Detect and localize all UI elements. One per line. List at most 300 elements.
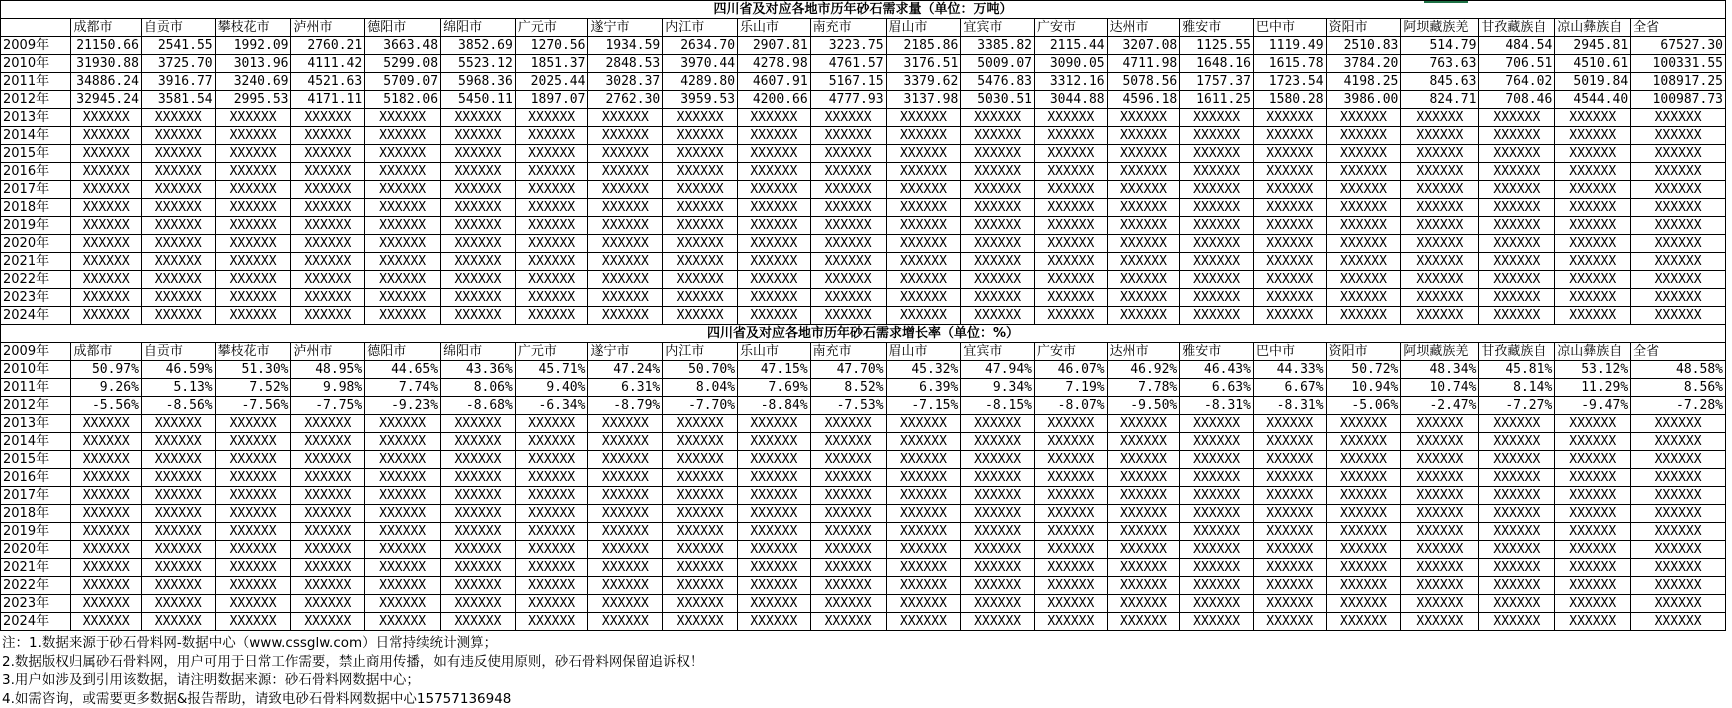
masked-cell[interactable]: XXXXXX: [961, 145, 1035, 163]
value-cell[interactable]: -7.70%: [663, 397, 738, 415]
masked-cell[interactable]: XXXXXX: [515, 163, 588, 181]
masked-cell[interactable]: XXXXXX: [588, 613, 663, 631]
masked-cell[interactable]: XXXXXX: [365, 523, 441, 541]
masked-cell[interactable]: XXXXXX: [515, 559, 588, 577]
year-cell[interactable]: 2019年: [1, 523, 71, 541]
masked-cell[interactable]: XXXXXX: [291, 505, 365, 523]
value-cell[interactable]: 2945.81: [1555, 37, 1631, 55]
column-header[interactable]: 资阳市: [1326, 19, 1401, 37]
masked-cell[interactable]: XXXXXX: [1479, 487, 1555, 505]
masked-cell[interactable]: XXXXXX: [141, 595, 215, 613]
masked-cell[interactable]: XXXXXX: [663, 217, 738, 235]
masked-cell[interactable]: XXXXXX: [738, 199, 811, 217]
column-header[interactable]: 成都市: [71, 343, 141, 361]
column-header[interactable]: 德阳市: [365, 19, 441, 37]
masked-cell[interactable]: XXXXXX: [1253, 577, 1326, 595]
value-cell[interactable]: 3013.96: [215, 55, 291, 73]
masked-cell[interactable]: XXXXXX: [441, 127, 516, 145]
masked-cell[interactable]: XXXXXX: [1180, 595, 1254, 613]
masked-cell[interactable]: XXXXXX: [588, 271, 663, 289]
masked-cell[interactable]: XXXXXX: [1555, 415, 1631, 433]
column-header[interactable]: 凉山彝族自: [1555, 343, 1631, 361]
column-header[interactable]: 巴中市: [1253, 343, 1326, 361]
masked-cell[interactable]: XXXXXX: [291, 559, 365, 577]
year-cell[interactable]: 2014年: [1, 127, 71, 145]
value-cell[interactable]: 8.56%: [1631, 379, 1726, 397]
value-cell[interactable]: 4198.25: [1326, 73, 1401, 91]
masked-cell[interactable]: XXXXXX: [1035, 253, 1108, 271]
masked-cell[interactable]: XXXXXX: [365, 469, 441, 487]
value-cell[interactable]: -9.47%: [1555, 397, 1631, 415]
column-header[interactable]: 雅安市: [1180, 19, 1254, 37]
value-cell[interactable]: 7.69%: [738, 379, 811, 397]
masked-cell[interactable]: XXXXXX: [1180, 577, 1254, 595]
masked-cell[interactable]: XXXXXX: [810, 127, 886, 145]
masked-cell[interactable]: XXXXXX: [588, 541, 663, 559]
masked-cell[interactable]: XXXXXX: [291, 127, 365, 145]
masked-cell[interactable]: XXXXXX: [886, 487, 961, 505]
masked-cell[interactable]: XXXXXX: [1326, 217, 1401, 235]
masked-cell[interactable]: XXXXXX: [141, 505, 215, 523]
masked-cell[interactable]: XXXXXX: [365, 451, 441, 469]
column-header[interactable]: 眉山市: [886, 343, 961, 361]
masked-cell[interactable]: XXXXXX: [1326, 523, 1401, 541]
masked-cell[interactable]: XXXXXX: [71, 469, 141, 487]
masked-cell[interactable]: XXXXXX: [365, 487, 441, 505]
value-cell[interactable]: 47.24%: [588, 361, 663, 379]
masked-cell[interactable]: XXXXXX: [1035, 505, 1108, 523]
masked-cell[interactable]: XXXXXX: [515, 199, 588, 217]
value-cell[interactable]: 108917.25: [1631, 73, 1726, 91]
masked-cell[interactable]: XXXXXX: [1631, 451, 1726, 469]
masked-cell[interactable]: XXXXXX: [441, 415, 516, 433]
masked-cell[interactable]: XXXXXX: [1035, 289, 1108, 307]
masked-cell[interactable]: XXXXXX: [441, 469, 516, 487]
value-cell[interactable]: 45.32%: [886, 361, 961, 379]
masked-cell[interactable]: XXXXXX: [1401, 541, 1479, 559]
masked-cell[interactable]: XXXXXX: [961, 523, 1035, 541]
value-cell[interactable]: 10.94%: [1326, 379, 1401, 397]
masked-cell[interactable]: XXXXXX: [961, 109, 1035, 127]
year-cell[interactable]: 2010年: [1, 55, 71, 73]
masked-cell[interactable]: XXXXXX: [1479, 577, 1555, 595]
masked-cell[interactable]: XXXXXX: [1555, 433, 1631, 451]
masked-cell[interactable]: XXXXXX: [810, 109, 886, 127]
masked-cell[interactable]: XXXXXX: [141, 127, 215, 145]
masked-cell[interactable]: XXXXXX: [588, 307, 663, 325]
masked-cell[interactable]: XXXXXX: [961, 577, 1035, 595]
year-cell[interactable]: 2010年: [1, 361, 71, 379]
masked-cell[interactable]: XXXXXX: [1253, 163, 1326, 181]
masked-cell[interactable]: XXXXXX: [71, 415, 141, 433]
masked-cell[interactable]: XXXXXX: [365, 415, 441, 433]
masked-cell[interactable]: XXXXXX: [365, 235, 441, 253]
masked-cell[interactable]: XXXXXX: [738, 541, 811, 559]
column-header[interactable]: 凉山彝族自: [1555, 19, 1631, 37]
value-cell[interactable]: 3916.77: [141, 73, 215, 91]
masked-cell[interactable]: XXXXXX: [1035, 127, 1108, 145]
value-cell[interactable]: 11.29%: [1555, 379, 1631, 397]
masked-cell[interactable]: XXXXXX: [291, 415, 365, 433]
masked-cell[interactable]: XXXXXX: [515, 505, 588, 523]
masked-cell[interactable]: XXXXXX: [663, 181, 738, 199]
masked-cell[interactable]: XXXXXX: [71, 451, 141, 469]
masked-cell[interactable]: XXXXXX: [441, 235, 516, 253]
masked-cell[interactable]: XXXXXX: [588, 163, 663, 181]
value-cell[interactable]: 3028.37: [588, 73, 663, 91]
masked-cell[interactable]: XXXXXX: [215, 235, 291, 253]
masked-cell[interactable]: XXXXXX: [961, 253, 1035, 271]
value-cell[interactable]: 1897.07: [515, 91, 588, 109]
masked-cell[interactable]: XXXXXX: [71, 577, 141, 595]
masked-cell[interactable]: XXXXXX: [810, 523, 886, 541]
masked-cell[interactable]: XXXXXX: [1631, 181, 1726, 199]
value-cell[interactable]: 484.54: [1479, 37, 1555, 55]
masked-cell[interactable]: XXXXXX: [1253, 253, 1326, 271]
value-cell[interactable]: 7.78%: [1107, 379, 1180, 397]
masked-cell[interactable]: XXXXXX: [1326, 415, 1401, 433]
masked-cell[interactable]: XXXXXX: [886, 307, 961, 325]
masked-cell[interactable]: XXXXXX: [1253, 505, 1326, 523]
masked-cell[interactable]: XXXXXX: [1253, 271, 1326, 289]
masked-cell[interactable]: XXXXXX: [1253, 199, 1326, 217]
value-cell[interactable]: 34886.24: [71, 73, 141, 91]
masked-cell[interactable]: XXXXXX: [1631, 127, 1726, 145]
masked-cell[interactable]: XXXXXX: [1326, 307, 1401, 325]
masked-cell[interactable]: XXXXXX: [588, 253, 663, 271]
year-cell[interactable]: 2016年: [1, 469, 71, 487]
masked-cell[interactable]: XXXXXX: [291, 235, 365, 253]
masked-cell[interactable]: XXXXXX: [1326, 541, 1401, 559]
value-cell[interactable]: 1648.16: [1180, 55, 1254, 73]
masked-cell[interactable]: XXXXXX: [663, 559, 738, 577]
masked-cell[interactable]: XXXXXX: [663, 451, 738, 469]
masked-cell[interactable]: XXXXXX: [738, 289, 811, 307]
value-cell[interactable]: 7.19%: [1035, 379, 1108, 397]
year-cell[interactable]: 2020年: [1, 235, 71, 253]
year-cell[interactable]: 2023年: [1, 289, 71, 307]
masked-cell[interactable]: XXXXXX: [738, 451, 811, 469]
masked-cell[interactable]: XXXXXX: [1035, 145, 1108, 163]
value-cell[interactable]: 2541.55: [141, 37, 215, 55]
masked-cell[interactable]: XXXXXX: [291, 523, 365, 541]
masked-cell[interactable]: XXXXXX: [961, 451, 1035, 469]
masked-cell[interactable]: XXXXXX: [1401, 271, 1479, 289]
value-cell[interactable]: 45.71%: [515, 361, 588, 379]
masked-cell[interactable]: XXXXXX: [141, 451, 215, 469]
masked-cell[interactable]: XXXXXX: [961, 289, 1035, 307]
year-cell[interactable]: 2018年: [1, 505, 71, 523]
value-cell[interactable]: 3044.88: [1035, 91, 1108, 109]
masked-cell[interactable]: XXXXXX: [1326, 181, 1401, 199]
value-cell[interactable]: 3379.62: [886, 73, 961, 91]
masked-cell[interactable]: XXXXXX: [1253, 523, 1326, 541]
masked-cell[interactable]: XXXXXX: [663, 541, 738, 559]
value-cell[interactable]: 48.34%: [1401, 361, 1479, 379]
masked-cell[interactable]: XXXXXX: [1326, 613, 1401, 631]
masked-cell[interactable]: XXXXXX: [1035, 109, 1108, 127]
value-cell[interactable]: 8.06%: [441, 379, 516, 397]
value-cell[interactable]: 3385.82: [961, 37, 1035, 55]
masked-cell[interactable]: XXXXXX: [810, 433, 886, 451]
masked-cell[interactable]: XXXXXX: [663, 289, 738, 307]
value-cell[interactable]: 46.59%: [141, 361, 215, 379]
masked-cell[interactable]: XXXXXX: [441, 253, 516, 271]
masked-cell[interactable]: XXXXXX: [961, 217, 1035, 235]
masked-cell[interactable]: XXXXXX: [1326, 433, 1401, 451]
masked-cell[interactable]: XXXXXX: [1035, 613, 1108, 631]
masked-cell[interactable]: XXXXXX: [1253, 307, 1326, 325]
value-cell[interactable]: -8.31%: [1253, 397, 1326, 415]
year-cell[interactable]: 2009年: [1, 343, 71, 361]
masked-cell[interactable]: XXXXXX: [663, 469, 738, 487]
masked-cell[interactable]: XXXXXX: [588, 415, 663, 433]
value-cell[interactable]: 3970.44: [663, 55, 738, 73]
masked-cell[interactable]: XXXXXX: [961, 307, 1035, 325]
masked-cell[interactable]: XXXXXX: [1180, 145, 1254, 163]
masked-cell[interactable]: XXXXXX: [441, 271, 516, 289]
masked-cell[interactable]: XXXXXX: [663, 595, 738, 613]
masked-cell[interactable]: XXXXXX: [886, 199, 961, 217]
value-cell[interactable]: 47.70%: [810, 361, 886, 379]
masked-cell[interactable]: XXXXXX: [961, 181, 1035, 199]
masked-cell[interactable]: XXXXXX: [71, 109, 141, 127]
masked-cell[interactable]: XXXXXX: [515, 145, 588, 163]
masked-cell[interactable]: XXXXXX: [738, 181, 811, 199]
masked-cell[interactable]: XXXXXX: [1035, 595, 1108, 613]
value-cell[interactable]: 1270.56: [515, 37, 588, 55]
value-cell[interactable]: -8.56%: [141, 397, 215, 415]
value-cell[interactable]: 2848.53: [588, 55, 663, 73]
masked-cell[interactable]: XXXXXX: [291, 271, 365, 289]
masked-cell[interactable]: XXXXXX: [365, 163, 441, 181]
value-cell[interactable]: 1615.78: [1253, 55, 1326, 73]
value-cell[interactable]: -5.06%: [1326, 397, 1401, 415]
value-cell[interactable]: 3176.51: [886, 55, 961, 73]
masked-cell[interactable]: XXXXXX: [961, 469, 1035, 487]
masked-cell[interactable]: XXXXXX: [1479, 109, 1555, 127]
masked-cell[interactable]: XXXXXX: [365, 559, 441, 577]
demand-table-title[interactable]: 四川省及对应各地市历年砂石需求量（单位：万吨）: [1, 1, 1726, 19]
masked-cell[interactable]: XXXXXX: [588, 469, 663, 487]
year-cell[interactable]: 2021年: [1, 253, 71, 271]
value-cell[interactable]: 2907.81: [738, 37, 811, 55]
masked-cell[interactable]: XXXXXX: [141, 181, 215, 199]
masked-cell[interactable]: XXXXXX: [738, 559, 811, 577]
masked-cell[interactable]: XXXXXX: [810, 145, 886, 163]
masked-cell[interactable]: XXXXXX: [441, 595, 516, 613]
column-header[interactable]: 乐山市: [738, 19, 811, 37]
masked-cell[interactable]: XXXXXX: [588, 199, 663, 217]
value-cell[interactable]: 3959.53: [663, 91, 738, 109]
masked-cell[interactable]: XXXXXX: [365, 613, 441, 631]
value-cell[interactable]: -8.15%: [961, 397, 1035, 415]
masked-cell[interactable]: XXXXXX: [588, 505, 663, 523]
masked-cell[interactable]: XXXXXX: [1401, 145, 1479, 163]
masked-cell[interactable]: XXXXXX: [1180, 289, 1254, 307]
masked-cell[interactable]: XXXXXX: [1326, 253, 1401, 271]
masked-cell[interactable]: XXXXXX: [1326, 487, 1401, 505]
masked-cell[interactable]: XXXXXX: [738, 163, 811, 181]
masked-cell[interactable]: XXXXXX: [1326, 163, 1401, 181]
masked-cell[interactable]: XXXXXX: [291, 433, 365, 451]
masked-cell[interactable]: XXXXXX: [1479, 415, 1555, 433]
masked-cell[interactable]: XXXXXX: [1631, 145, 1726, 163]
masked-cell[interactable]: XXXXXX: [365, 217, 441, 235]
masked-cell[interactable]: XXXXXX: [1555, 613, 1631, 631]
column-header[interactable]: 全省: [1631, 19, 1726, 37]
masked-cell[interactable]: XXXXXX: [1253, 235, 1326, 253]
masked-cell[interactable]: XXXXXX: [738, 127, 811, 145]
masked-cell[interactable]: XXXXXX: [1107, 595, 1180, 613]
masked-cell[interactable]: XXXXXX: [71, 505, 141, 523]
column-header[interactable]: 泸州市: [291, 343, 365, 361]
masked-cell[interactable]: XXXXXX: [1479, 271, 1555, 289]
masked-cell[interactable]: XXXXXX: [441, 505, 516, 523]
masked-cell[interactable]: XXXXXX: [810, 235, 886, 253]
value-cell[interactable]: 763.63: [1401, 55, 1479, 73]
value-cell[interactable]: 5030.51: [961, 91, 1035, 109]
masked-cell[interactable]: XXXXXX: [441, 541, 516, 559]
value-cell[interactable]: 3312.16: [1035, 73, 1108, 91]
column-header[interactable]: 南充市: [810, 19, 886, 37]
masked-cell[interactable]: XXXXXX: [515, 109, 588, 127]
value-cell[interactable]: -8.07%: [1035, 397, 1108, 415]
value-cell[interactable]: 1125.55: [1180, 37, 1254, 55]
masked-cell[interactable]: XXXXXX: [215, 433, 291, 451]
year-cell[interactable]: 2012年: [1, 397, 71, 415]
masked-cell[interactable]: XXXXXX: [1479, 307, 1555, 325]
masked-cell[interactable]: XXXXXX: [1401, 523, 1479, 541]
masked-cell[interactable]: XXXXXX: [441, 487, 516, 505]
masked-cell[interactable]: XXXXXX: [810, 307, 886, 325]
masked-cell[interactable]: XXXXXX: [1479, 127, 1555, 145]
masked-cell[interactable]: XXXXXX: [1631, 523, 1726, 541]
masked-cell[interactable]: XXXXXX: [71, 523, 141, 541]
masked-cell[interactable]: XXXXXX: [441, 451, 516, 469]
masked-cell[interactable]: XXXXXX: [215, 181, 291, 199]
masked-cell[interactable]: XXXXXX: [588, 217, 663, 235]
masked-cell[interactable]: XXXXXX: [1479, 469, 1555, 487]
masked-cell[interactable]: XXXXXX: [738, 253, 811, 271]
value-cell[interactable]: 50.70%: [663, 361, 738, 379]
masked-cell[interactable]: XXXXXX: [1555, 487, 1631, 505]
masked-cell[interactable]: XXXXXX: [886, 127, 961, 145]
masked-cell[interactable]: XXXXXX: [1401, 181, 1479, 199]
masked-cell[interactable]: XXXXXX: [71, 613, 141, 631]
value-cell[interactable]: 9.34%: [961, 379, 1035, 397]
masked-cell[interactable]: XXXXXX: [291, 253, 365, 271]
value-cell[interactable]: 2762.30: [588, 91, 663, 109]
value-cell[interactable]: 5450.11: [441, 91, 516, 109]
masked-cell[interactable]: XXXXXX: [961, 415, 1035, 433]
masked-cell[interactable]: XXXXXX: [1555, 235, 1631, 253]
masked-cell[interactable]: XXXXXX: [1107, 163, 1180, 181]
masked-cell[interactable]: XXXXXX: [215, 145, 291, 163]
masked-cell[interactable]: XXXXXX: [1401, 595, 1479, 613]
growth-table-title[interactable]: 四川省及对应各地市历年砂石需求增长率（单位：%）: [1, 325, 1726, 343]
value-cell[interactable]: 4171.11: [291, 91, 365, 109]
column-header[interactable]: 遂宁市: [588, 19, 663, 37]
masked-cell[interactable]: XXXXXX: [1631, 235, 1726, 253]
value-cell[interactable]: 514.79: [1401, 37, 1479, 55]
value-cell[interactable]: -7.75%: [291, 397, 365, 415]
masked-cell[interactable]: XXXXXX: [1631, 541, 1726, 559]
value-cell[interactable]: 3986.00: [1326, 91, 1401, 109]
column-header[interactable]: 广元市: [515, 19, 588, 37]
masked-cell[interactable]: XXXXXX: [1631, 505, 1726, 523]
masked-cell[interactable]: XXXXXX: [1253, 613, 1326, 631]
masked-cell[interactable]: XXXXXX: [1035, 235, 1108, 253]
masked-cell[interactable]: XXXXXX: [1035, 199, 1108, 217]
masked-cell[interactable]: XXXXXX: [961, 487, 1035, 505]
masked-cell[interactable]: XXXXXX: [71, 559, 141, 577]
column-header[interactable]: 攀枝花市: [215, 343, 291, 361]
masked-cell[interactable]: XXXXXX: [1180, 433, 1254, 451]
masked-cell[interactable]: XXXXXX: [1107, 199, 1180, 217]
masked-cell[interactable]: XXXXXX: [1555, 595, 1631, 613]
masked-cell[interactable]: XXXXXX: [1479, 523, 1555, 541]
masked-cell[interactable]: XXXXXX: [886, 505, 961, 523]
masked-cell[interactable]: XXXXXX: [1631, 307, 1726, 325]
masked-cell[interactable]: XXXXXX: [1479, 541, 1555, 559]
masked-cell[interactable]: XXXXXX: [961, 595, 1035, 613]
masked-cell[interactable]: XXXXXX: [961, 271, 1035, 289]
masked-cell[interactable]: XXXXXX: [1631, 577, 1726, 595]
value-cell[interactable]: 5182.06: [365, 91, 441, 109]
masked-cell[interactable]: XXXXXX: [141, 235, 215, 253]
value-cell[interactable]: 5968.36: [441, 73, 516, 91]
masked-cell[interactable]: XXXXXX: [738, 235, 811, 253]
masked-cell[interactable]: XXXXXX: [215, 415, 291, 433]
masked-cell[interactable]: XXXXXX: [1326, 289, 1401, 307]
masked-cell[interactable]: XXXXXX: [1180, 613, 1254, 631]
masked-cell[interactable]: XXXXXX: [961, 199, 1035, 217]
masked-cell[interactable]: XXXXXX: [810, 415, 886, 433]
value-cell[interactable]: 5299.08: [365, 55, 441, 73]
column-header[interactable]: 德阳市: [365, 343, 441, 361]
masked-cell[interactable]: XXXXXX: [441, 523, 516, 541]
column-header[interactable]: 广元市: [515, 343, 588, 361]
masked-cell[interactable]: XXXXXX: [365, 307, 441, 325]
masked-cell[interactable]: XXXXXX: [1107, 145, 1180, 163]
year-cell[interactable]: 2009年: [1, 37, 71, 55]
masked-cell[interactable]: XXXXXX: [663, 523, 738, 541]
masked-cell[interactable]: XXXXXX: [1401, 199, 1479, 217]
masked-cell[interactable]: XXXXXX: [71, 127, 141, 145]
masked-cell[interactable]: XXXXXX: [441, 307, 516, 325]
masked-cell[interactable]: XXXXXX: [588, 487, 663, 505]
masked-cell[interactable]: XXXXXX: [1035, 487, 1108, 505]
masked-cell[interactable]: XXXXXX: [1631, 253, 1726, 271]
masked-cell[interactable]: XXXXXX: [1479, 613, 1555, 631]
masked-cell[interactable]: XXXXXX: [141, 217, 215, 235]
masked-cell[interactable]: XXXXXX: [215, 127, 291, 145]
value-cell[interactable]: 8.52%: [810, 379, 886, 397]
masked-cell[interactable]: XXXXXX: [1555, 577, 1631, 595]
column-header[interactable]: 甘孜藏族自: [1479, 19, 1555, 37]
masked-cell[interactable]: XXXXXX: [738, 523, 811, 541]
masked-cell[interactable]: XXXXXX: [515, 253, 588, 271]
masked-cell[interactable]: XXXXXX: [961, 127, 1035, 145]
masked-cell[interactable]: XXXXXX: [738, 595, 811, 613]
masked-cell[interactable]: XXXXXX: [738, 415, 811, 433]
value-cell[interactable]: -7.56%: [215, 397, 291, 415]
masked-cell[interactable]: XXXXXX: [1555, 145, 1631, 163]
column-header[interactable]: 眉山市: [886, 19, 961, 37]
masked-cell[interactable]: XXXXXX: [141, 415, 215, 433]
masked-cell[interactable]: XXXXXX: [515, 451, 588, 469]
